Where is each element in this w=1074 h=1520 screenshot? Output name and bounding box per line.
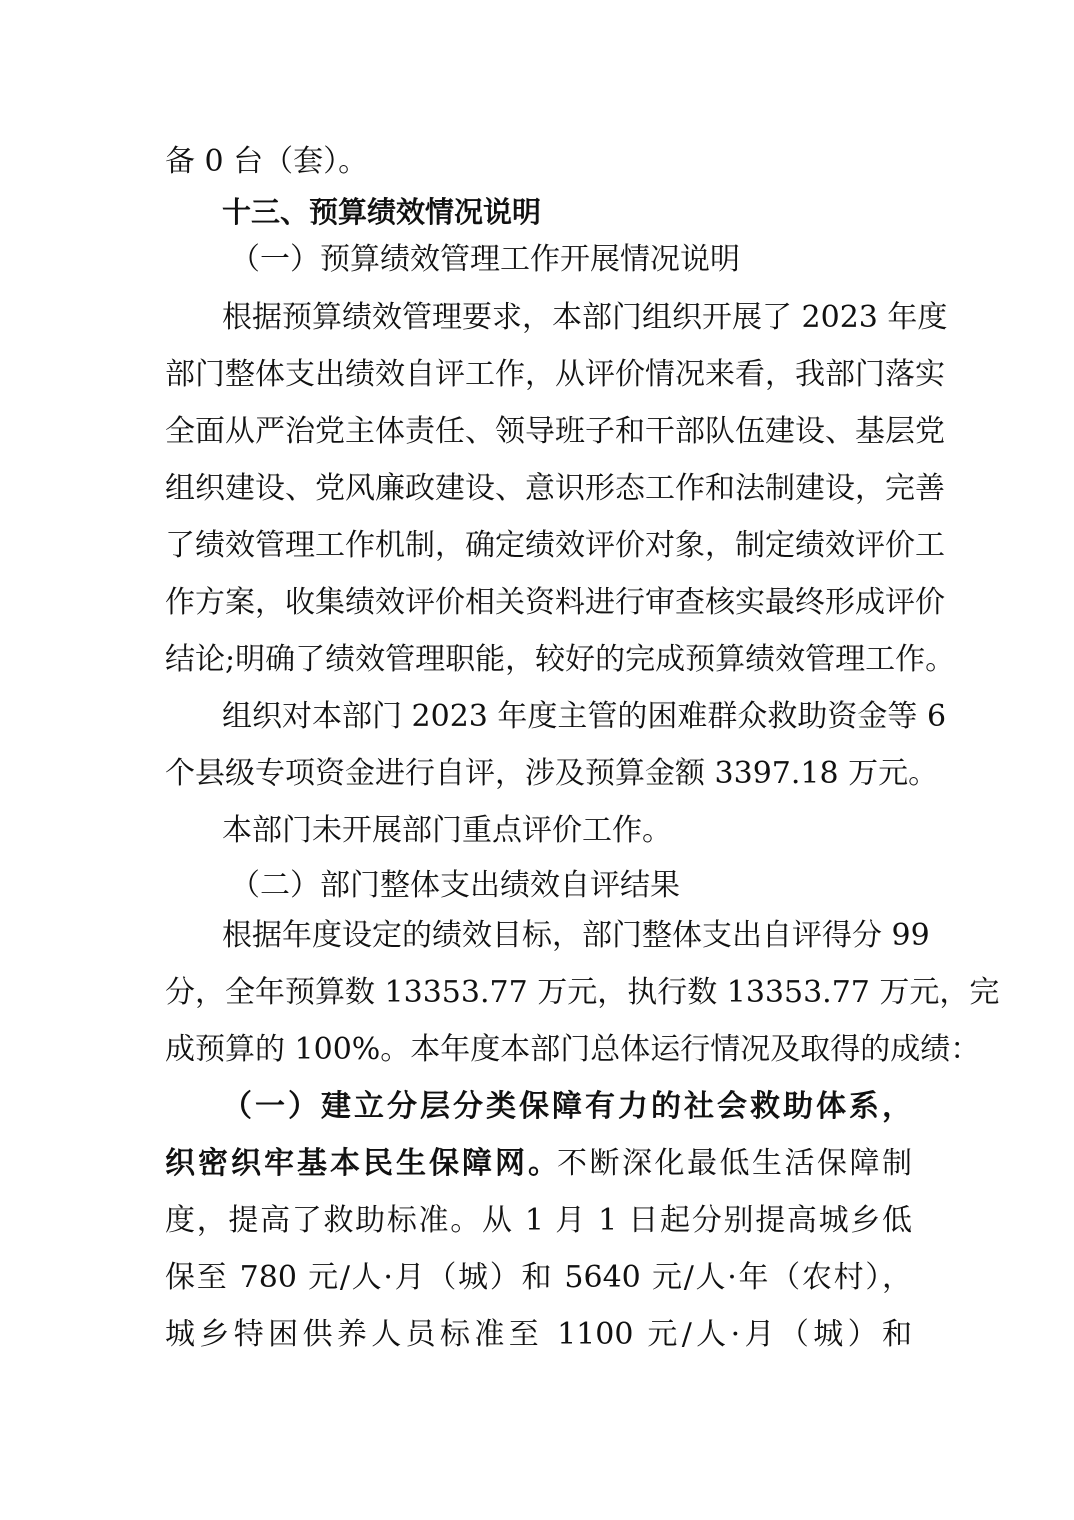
achievement-line-4 [0, 1258, 1074, 1298]
paragraph-1-line-6 [0, 583, 1074, 623]
achievement-line-3 [0, 1201, 1074, 1241]
text-line-1-content: 备 0 台（套）。 [165, 144, 369, 179]
achievement-line-5 [0, 1315, 1074, 1355]
paragraph-1-line-1-text: 根据预算绩效管理要求，本部门组织开展了 2023 年度 [222, 300, 948, 335]
paragraph-4-line-1 [0, 916, 1074, 956]
paragraph-1-line-5-text: 了绩效管理工作机制，确定绩效评价对象，制定绩效评价工 [165, 528, 945, 563]
subsection-heading-2 [0, 866, 1074, 906]
paragraph-1-line-2 [0, 355, 1074, 395]
paragraph-1-line-7 [0, 640, 1074, 680]
text-line-1 [0, 142, 1074, 182]
achievement-bold-phrase: 织密织牢基本民生保障网。 [165, 1146, 561, 1181]
achievement-line-2-text: 不断深化最低生活保障制 [557, 1146, 912, 1181]
paragraph-2-line-2 [0, 754, 1074, 794]
paragraph-2-line-2-text: 个县级专项资金进行自评，涉及预算金额 3397.18 万元。 [165, 756, 939, 791]
achievement-line-3-text: 度，提高了救助标准。从 1 月 1 日起分别提高城乡低 [165, 1203, 912, 1238]
paragraph-1-line-4 [0, 469, 1074, 509]
paragraph-1-line-5 [0, 526, 1074, 566]
paragraph-1-line-6-text: 作方案，收集绩效评价相关资料进行审查核实最终形成评价 [165, 585, 945, 620]
section-heading-13 [0, 192, 1074, 232]
paragraph-4-line-3-text: 成预算的 100%。本年度本部门总体运行情况及取得的成绩： [165, 1032, 981, 1067]
subsection-heading-1 [0, 240, 1074, 280]
paragraph-4-line-1-text: 根据年度设定的绩效目标，部门整体支出自评得分 99 [222, 918, 930, 953]
paragraph-1-line-4-text: 组织建设、党风廉政建设、意识形态工作和法制建设，完善 [165, 471, 945, 506]
paragraph-2-line-1-text: 组织对本部门 2023 年度主管的困难群众救助资金等 6 [222, 699, 947, 734]
section-heading-13-text: 十三、预算绩效情况说明 [222, 195, 542, 229]
paragraph-1-line-2-text: 部门整体支出绩效自评工作，从评价情况来看，我部门落实 [165, 357, 945, 392]
paragraph-1-line-7-text: 结论;明确了绩效管理职能，较好的完成预算绩效管理工作。 [165, 642, 956, 677]
paragraph-3-line-1-text: 本部门未开展部门重点评价工作。 [222, 813, 672, 848]
paragraph-4-line-2 [0, 973, 1074, 1013]
achievement-heading-line-1 [0, 1087, 1074, 1127]
subsection-heading-1-text: （一）预算绩效管理工作开展情况说明 [230, 242, 740, 277]
paragraph-1-line-1 [0, 298, 1074, 338]
paragraph-1-line-3-text: 全面从严治党主体责任、领导班子和干部队伍建设、基层党 [165, 414, 945, 449]
paragraph-1-line-3 [0, 412, 1074, 452]
paragraph-4-line-2-text: 分，全年预算数 13353.77 万元，执行数 13353.77 万元，完 [165, 975, 1000, 1010]
achievement-line-2 [0, 1144, 1074, 1184]
paragraph-4-line-3 [0, 1030, 1074, 1070]
paragraph-2-line-1 [0, 697, 1074, 737]
paragraph-3-line-1 [0, 811, 1074, 851]
achievement-line-5-text: 城乡特困供养人员标准至 1100 元/人·月（城）和 [165, 1317, 912, 1352]
subsection-heading-2-text: （二）部门整体支出绩效自评结果 [230, 868, 680, 903]
achievement-line-4-text: 保至 780 元/人·月（城）和 5640 元/人·年（农村）， [165, 1260, 912, 1295]
achievement-heading-line-1-text: （一）建立分层分类保障有力的社会救助体系， [222, 1089, 912, 1124]
